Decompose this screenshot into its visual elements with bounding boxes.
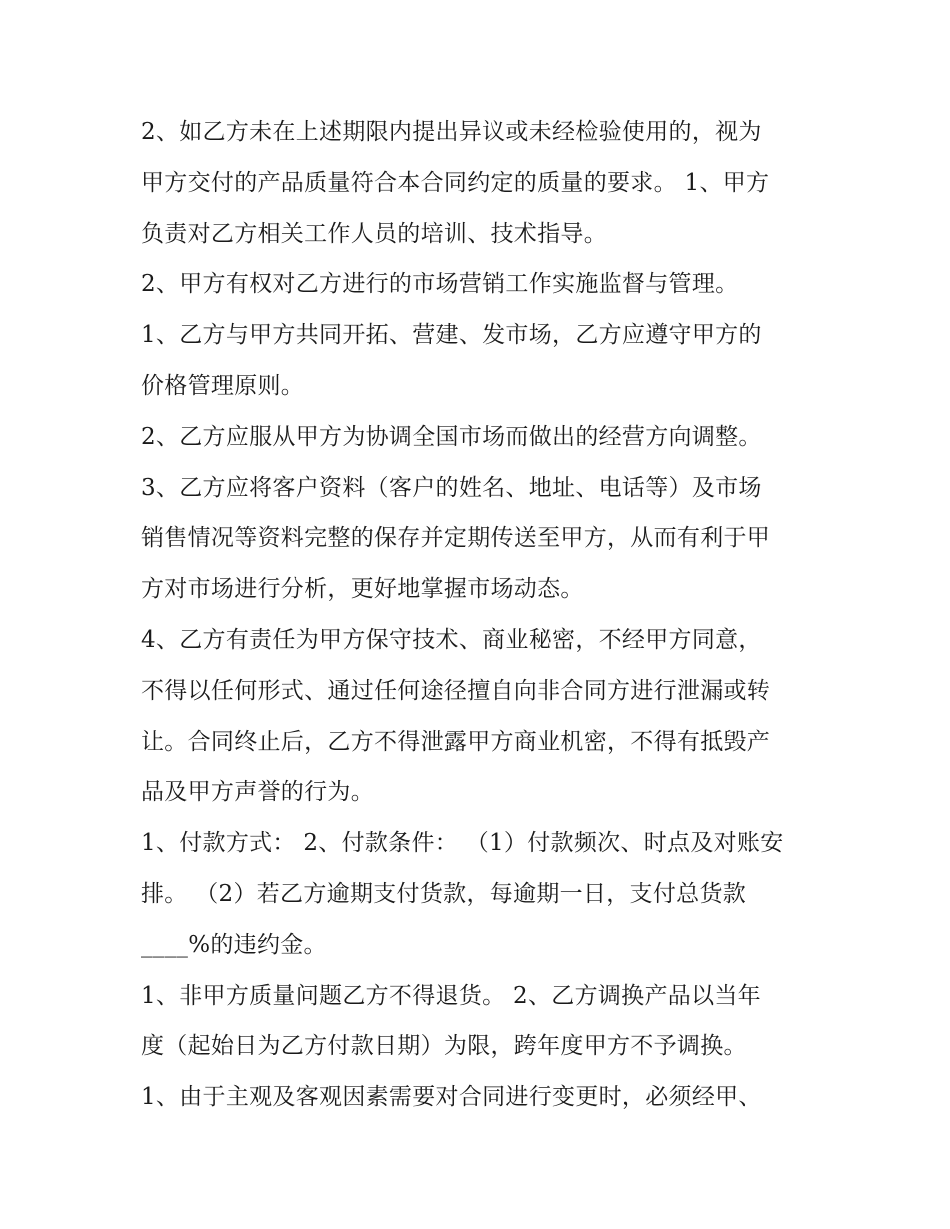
text-line: 排。 （2）若乙方逾期支付货款，每逾期一日，支付总货款 xyxy=(141,880,747,907)
text-line: 方对市场进行分析，更好地掌握市场动态。 xyxy=(141,576,584,603)
text-line: 4、乙方有责任为甲方保守技术、商业秘密，不经甲方同意， xyxy=(141,626,762,653)
text-line: 1、乙方与甲方共同开拓、营建、发市场，乙方应遵守甲方的 xyxy=(141,322,762,349)
text-line: 2、乙方应服从甲方为协调全国市场而做出的经营方向调整。 xyxy=(141,423,762,450)
text-line: 销售情况等资料完整的保存并定期传送至甲方，从而有利于甲 xyxy=(141,525,771,552)
text-line: 品及甲方声誉的行为。 xyxy=(141,779,374,806)
text-line: 3、乙方应将客户资料（客户的姓名、地址、电话等）及市场 xyxy=(141,474,762,501)
text-line: 让。合同终止后，乙方不得泄露甲方商业机密，不得有抵毁产 xyxy=(141,728,771,755)
text-line: 不得以任何形式、通过任何途径擅自向非合同方进行泄漏或转 xyxy=(141,677,771,704)
contract-text xyxy=(141,107,821,1123)
text-line: 2、如乙方未在上述期限内提出异议或未经检验使用的，视为 xyxy=(141,119,762,145)
text-line: 1、付款方式： 2、付款条件： （1）付款频次、时点及对账安 xyxy=(141,830,784,857)
text-line: 负责对乙方相关工作人员的培训、技术指导。 xyxy=(141,220,607,247)
text-line: 1、非甲方质量问题乙方不得退货。 2、乙方调换产品以当年 xyxy=(141,982,761,1009)
text-line: ____%的违约金。 xyxy=(141,931,327,958)
text-line: 甲方交付的产品质量符合本合同约定的质量的要求。 1、甲方 xyxy=(141,169,770,196)
text-line: 价格管理原则。 xyxy=(141,372,305,399)
text-line: 度（起始日为乙方付款日期）为限，跨年度甲方不予调换。 xyxy=(141,1033,747,1060)
text-line: 2、甲方有权对乙方进行的市场营销工作实施监督与管理。 xyxy=(141,271,739,298)
text-line: 1、由于主观及客观因素需要对合同进行变更时，必须经甲、 xyxy=(141,1084,762,1111)
